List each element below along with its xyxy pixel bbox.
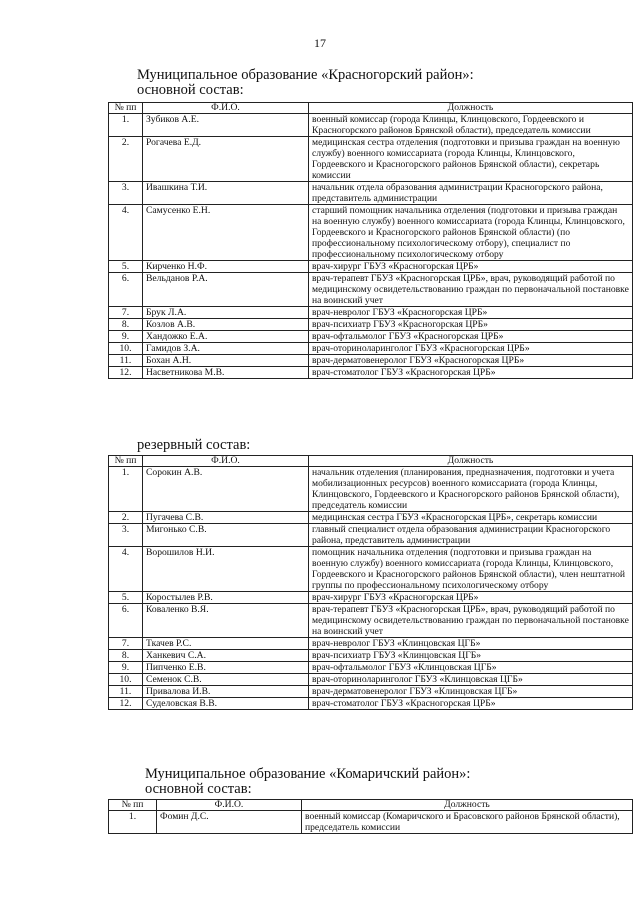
section-3-table-header — [109, 800, 633, 811]
row-number: 11. — [109, 355, 143, 367]
person-name: Гамидов З.А. — [143, 343, 309, 355]
page-number: 17 — [314, 36, 326, 50]
position-text: врач-психиатр ГБУЗ «Клинцовская ЦГБ» — [309, 650, 633, 662]
person-name: Мигонько С.В. — [143, 524, 309, 547]
row-number: 4. — [109, 205, 143, 261]
col-number-header: № пп — [109, 800, 157, 811]
position-text: военный комиссар (Комаричского и Брасовского районов Брянской области), председатель комиссии — [302, 811, 633, 834]
table-row — [109, 547, 633, 592]
person-name: Кирченко Н.Ф. — [143, 261, 309, 273]
section-1-municipality: Муниципальное образование «Красногорский район»: — [137, 67, 474, 83]
row-number: 2. — [109, 137, 143, 182]
position-text: врач-невролог ГБУЗ «Красногорская ЦРБ» — [309, 307, 633, 319]
position-text: медицинская сестра ГБУЗ «Красногорская ЦРБ», секретарь комиссии — [309, 512, 633, 524]
position-text: врач-невролог ГБУЗ «Клинцовская ЦГБ» — [309, 638, 633, 650]
row-number: 9. — [109, 662, 143, 674]
row-number: 7. — [109, 638, 143, 650]
table-row — [109, 182, 633, 205]
table-row — [109, 512, 633, 524]
person-name: Козлов А.В. — [143, 319, 309, 331]
row-number: 6. — [109, 273, 143, 307]
row-number: 8. — [109, 319, 143, 331]
section-2-heading — [137, 438, 250, 453]
position-text: медицинская сестра отделения (подготовки и призыва граждан на военную службу) военного комиссариата (города Клинцы, Клинцовского, Гордеевского и Красногорского районов Брянской области), секретарь комиссии — [309, 137, 633, 182]
section-3-municipality: Муниципальное образование «Комаричский район»: — [145, 766, 471, 782]
table-row — [109, 367, 633, 379]
position-text: врач-оториноларинголог ГБУЗ «Клинцовская ЦГБ» — [309, 674, 633, 686]
row-number: 6. — [109, 604, 143, 638]
row-number: 1. — [109, 114, 143, 137]
col-name-header: Ф.И.О. — [143, 456, 309, 467]
position-text: врач-дерматовенеролог ГБУЗ «Красногорская ЦРБ» — [309, 355, 633, 367]
row-number: 4. — [109, 547, 143, 592]
person-name: Бохан А.Н. — [143, 355, 309, 367]
row-number: 10. — [109, 343, 143, 355]
table-row — [109, 650, 633, 662]
col-name-header: Ф.И.О. — [157, 800, 302, 811]
row-number: 3. — [109, 182, 143, 205]
person-name: Суделовская В.В. — [143, 698, 309, 710]
person-name: Ворошилов Н.И. — [143, 547, 309, 592]
col-position-header: Должность — [302, 800, 633, 811]
table-row — [109, 638, 633, 650]
position-text: врач-психиатр ГБУЗ «Красногорская ЦРБ» — [309, 319, 633, 331]
position-text: начальник отдела образования администрации Красногорского района, представитель администрации — [309, 182, 633, 205]
person-name: Насветникова М.В. — [143, 367, 309, 379]
table-row — [109, 674, 633, 686]
person-name: Брук Л.А. — [143, 307, 309, 319]
position-text: врач-хирург ГБУЗ «Красногорская ЦРБ» — [309, 592, 633, 604]
table-row — [109, 467, 633, 512]
section-2-table — [108, 455, 633, 710]
position-text: врач-стоматолог ГБУЗ «Красногорская ЦРБ» — [309, 698, 633, 710]
col-position-header: Должность — [309, 456, 633, 467]
table-row — [109, 331, 633, 343]
person-name: Хандожко Е.А. — [143, 331, 309, 343]
col-name-header: Ф.И.О. — [143, 103, 309, 114]
section-1-table-body — [109, 114, 633, 379]
table-row — [109, 137, 633, 182]
row-number: 5. — [109, 261, 143, 273]
row-number: 9. — [109, 331, 143, 343]
section-3-table-body — [109, 811, 633, 834]
section-2-subtitle: резервный состав: — [137, 437, 251, 453]
row-number: 5. — [109, 592, 143, 604]
col-number-header: № пп — [109, 456, 143, 467]
position-text: главный специалист отдела образования администрации Красногорского района, представитель администрации — [309, 524, 633, 547]
person-name: Коваленко В.Я. — [143, 604, 309, 638]
table-row — [109, 355, 633, 367]
row-number: 3. — [109, 524, 143, 547]
position-text: врач-терапевт ГБУЗ «Красногорская ЦРБ», врач, руководящий работой по медицинскому освидетельствованию граждан по первоначальной постановке на воинский учет — [309, 604, 633, 638]
section-3-subtitle: основной состав: — [145, 781, 252, 797]
col-position-header: Должность — [309, 103, 633, 114]
table-row — [109, 698, 633, 710]
row-number: 2. — [109, 512, 143, 524]
row-number: 1. — [109, 811, 157, 834]
position-text: начальник отделения (планирования, предназначения, подготовки и учета мобилизационных ресурсов) военного комиссариата (города Клинцы, Клинцовского, Гордеевского и Красногорского районов Брянской области), председатель комиссии — [309, 467, 633, 512]
position-text: врач-терапевт ГБУЗ «Красногорская ЦРБ», врач, руководящий работой по медицинскому освидетельствованию граждан по первоначальной постановке на воинский учет — [309, 273, 633, 307]
person-name: Привалова И.В. — [143, 686, 309, 698]
table-row — [109, 811, 633, 834]
person-name: Ивашкина Т.И. — [143, 182, 309, 205]
section-1-table-header — [109, 103, 633, 114]
table-row — [109, 114, 633, 137]
position-text: врач-офтальмолог ГБУЗ «Клинцовская ЦГБ» — [309, 662, 633, 674]
position-text: врач-оториноларинголог ГБУЗ «Красногорская ЦРБ» — [309, 343, 633, 355]
section-1-table — [108, 102, 633, 379]
section-3-table — [108, 799, 633, 834]
table-row — [109, 307, 633, 319]
person-name: Пипченко Е.В. — [143, 662, 309, 674]
section-1-subtitle: основной состав: — [137, 82, 244, 98]
table-row — [109, 261, 633, 273]
table-row — [109, 604, 633, 638]
table-row — [109, 319, 633, 331]
position-text: военный комиссар (города Клинцы, Клинцовского, Гордеевского и Красногорского районов Брянской области), председатель комиссии — [309, 114, 633, 137]
table-row — [109, 343, 633, 355]
section-3-heading — [145, 767, 470, 797]
person-name: Коростылев Р.В. — [143, 592, 309, 604]
table-row — [109, 205, 633, 261]
row-number: 12. — [109, 698, 143, 710]
row-number: 11. — [109, 686, 143, 698]
table-row — [109, 524, 633, 547]
position-text: врач-стоматолог ГБУЗ «Красногорская ЦРБ» — [309, 367, 633, 379]
person-name: Семенок С.В. — [143, 674, 309, 686]
table-row — [109, 592, 633, 604]
table-row — [109, 662, 633, 674]
col-number-header: № пп — [109, 103, 143, 114]
row-number: 10. — [109, 674, 143, 686]
position-text: помощник начальника отделения (подготовки и призыва граждан на военную службу) военного комиссариата (города Клинцы, Клинцовского, Гордеевского и Красногорского районов Брянской области), член нештатной группы по профессиональному психологическому отбору — [309, 547, 633, 592]
person-name: Ханкевич С.А. — [143, 650, 309, 662]
position-text: врач-дерматовенеролог ГБУЗ «Клинцовская ЦГБ» — [309, 686, 633, 698]
position-text: врач-хирург ГБУЗ «Красногорская ЦРБ» — [309, 261, 633, 273]
person-name: Фомин Д.С. — [157, 811, 302, 834]
row-number: 1. — [109, 467, 143, 512]
person-name: Вельданов Р.А. — [143, 273, 309, 307]
row-number: 8. — [109, 650, 143, 662]
position-text: врач-офтальмолог ГБУЗ «Красногорская ЦРБ» — [309, 331, 633, 343]
person-name: Самусенко Е.Н. — [143, 205, 309, 261]
row-number: 12. — [109, 367, 143, 379]
position-text: старший помощник начальника отделения (подготовки и призыва граждан на военную службу) военного комиссариата (города Клинцы, Клинцовского, Гордеевского и Красногорского районов Брянской области) (по профессиональному психологическому отбору), специалист по профессиональному психологическому отбору — [309, 205, 633, 261]
person-name: Рогачева Е.Д. — [143, 137, 309, 182]
person-name: Сорокин А.В. — [143, 467, 309, 512]
section-1-heading — [137, 68, 474, 98]
person-name: Пугачева С.В. — [143, 512, 309, 524]
section-2-table-body — [109, 467, 633, 710]
table-row — [109, 686, 633, 698]
table-row — [109, 273, 633, 307]
section-2-table-header — [109, 456, 633, 467]
person-name: Зубиков А.Е. — [143, 114, 309, 137]
row-number: 7. — [109, 307, 143, 319]
person-name: Ткачев Р.С. — [143, 638, 309, 650]
